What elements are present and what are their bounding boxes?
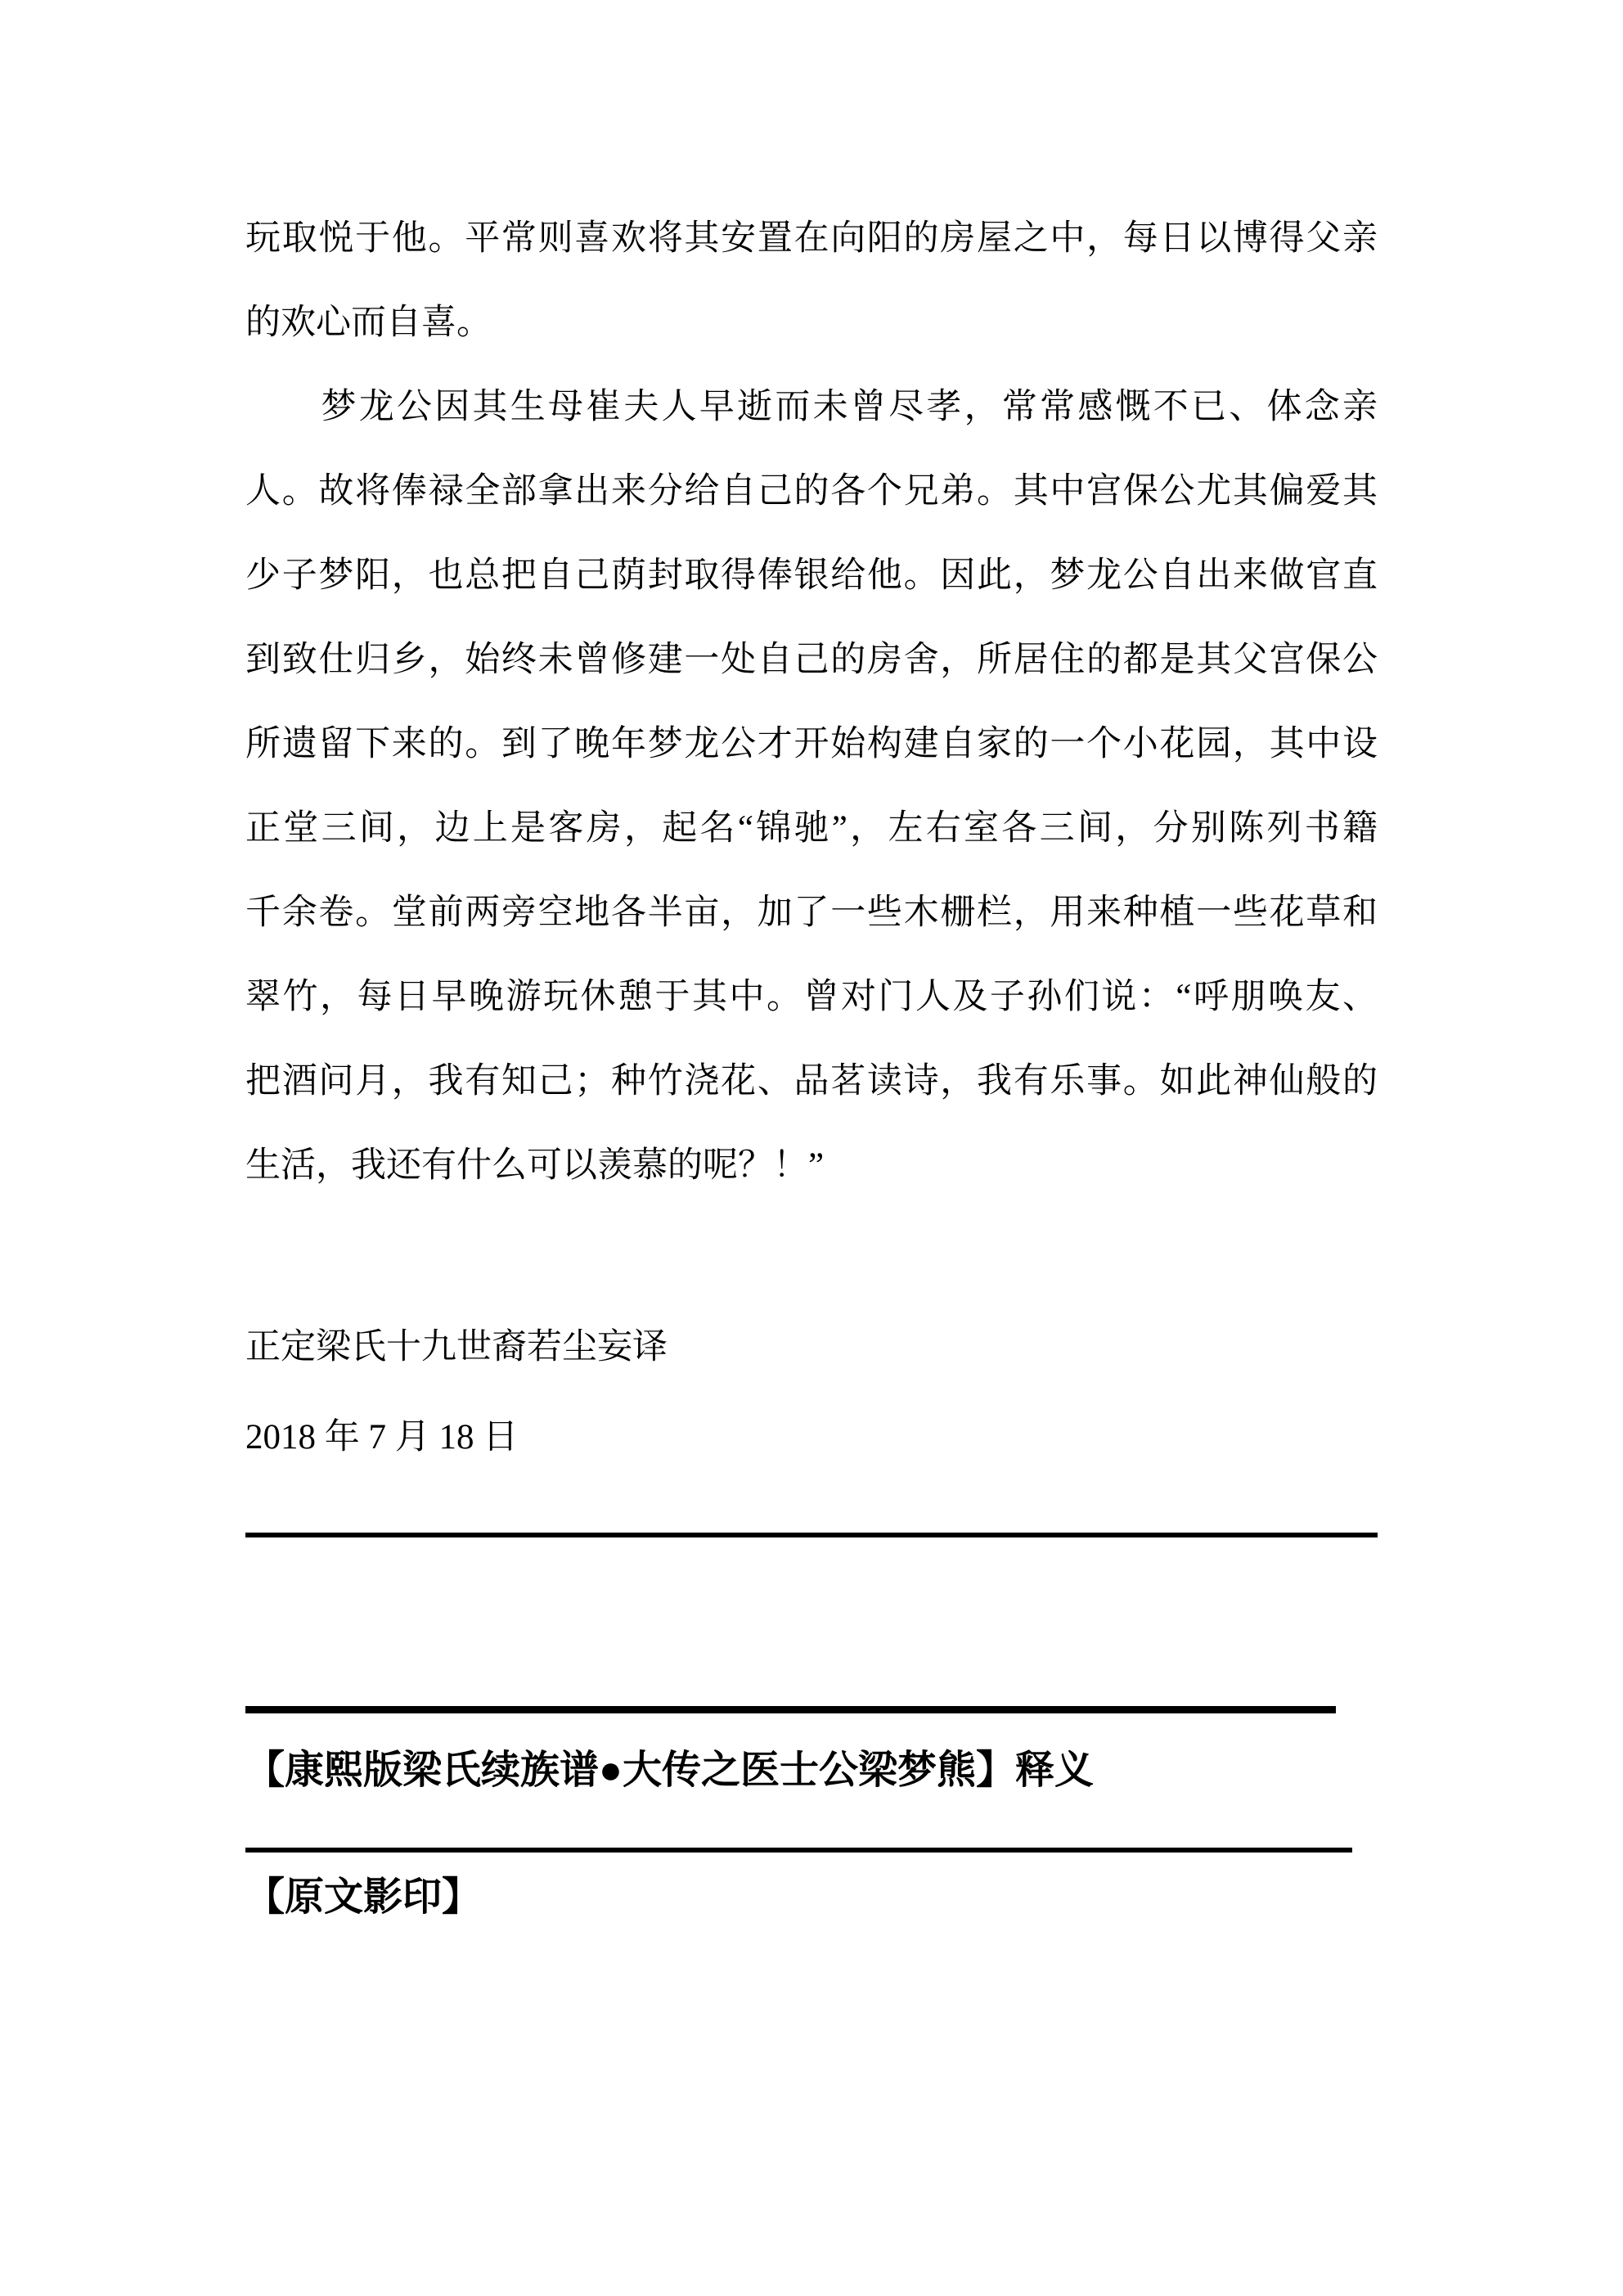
body-text-line: 到致仕归乡，始终未曾修建一处自己的房舍，所居住的都是其父宫保公 xyxy=(245,641,1378,679)
horizontal-rule-below-heading xyxy=(245,1848,1352,1853)
body-text-line: 千余卷。堂前两旁空地各半亩，加了一些木栅栏，用来种植一些花草和 xyxy=(245,894,1378,932)
body-text-line: 玩取悦于他。平常则喜欢将其安置在向阳的房屋之中，每日以博得父亲 xyxy=(245,219,1378,258)
body-text xyxy=(245,196,1378,1208)
body-text-line: 所遗留下来的。到了晚年梦龙公才开始构建自家的一个小花园，其中设 xyxy=(245,725,1378,763)
body-text-line: 人。故将俸禄全部拿出来分给自己的各个兄弟。其中宫保公尤其偏爱其 xyxy=(245,472,1378,511)
body-text-line: 把酒问月，我有知己；种竹浇花、品茗读诗，我有乐事。如此神仙般的 xyxy=(245,1062,1378,1101)
body-text-line: 正堂三间，边上是客房，起名“锦驰”，左右室各三间，分别陈列书籍 xyxy=(245,809,1378,848)
horizontal-rule-top xyxy=(245,1533,1378,1537)
body-text-line: 的欢心而自喜。 xyxy=(245,304,492,342)
facsimile-heading: 【原文影印】 xyxy=(245,1875,482,1919)
body-text-line: 梦龙公因其生母崔夫人早逝而未曾尽孝，常常感慨不已、体念亲 xyxy=(245,388,1378,426)
signature-block xyxy=(245,1303,1378,1483)
body-text-line: 少子梦阳，也总把自己荫封取得俸银给他。因此，梦龙公自出来做官直 xyxy=(245,556,1378,595)
horizontal-rule-above-heading xyxy=(245,1706,1336,1713)
date-line: 2018 年 7 月 18 日 xyxy=(245,1418,519,1456)
translator-line: 正定梁氏十九世裔若尘妄译 xyxy=(245,1328,668,1366)
body-text-line: 翠竹，每日早晚游玩休憩于其中。曾对门人及子孙们说：“呼朋唤友、 xyxy=(245,978,1378,1016)
interpretation-heading: 【康熙版梁氏续族谱●大传之医士公梁梦熊】释义 xyxy=(245,1749,1094,1792)
body-text-line: 生活，我还有什么可以羡慕的呢？！” xyxy=(245,1146,825,1185)
